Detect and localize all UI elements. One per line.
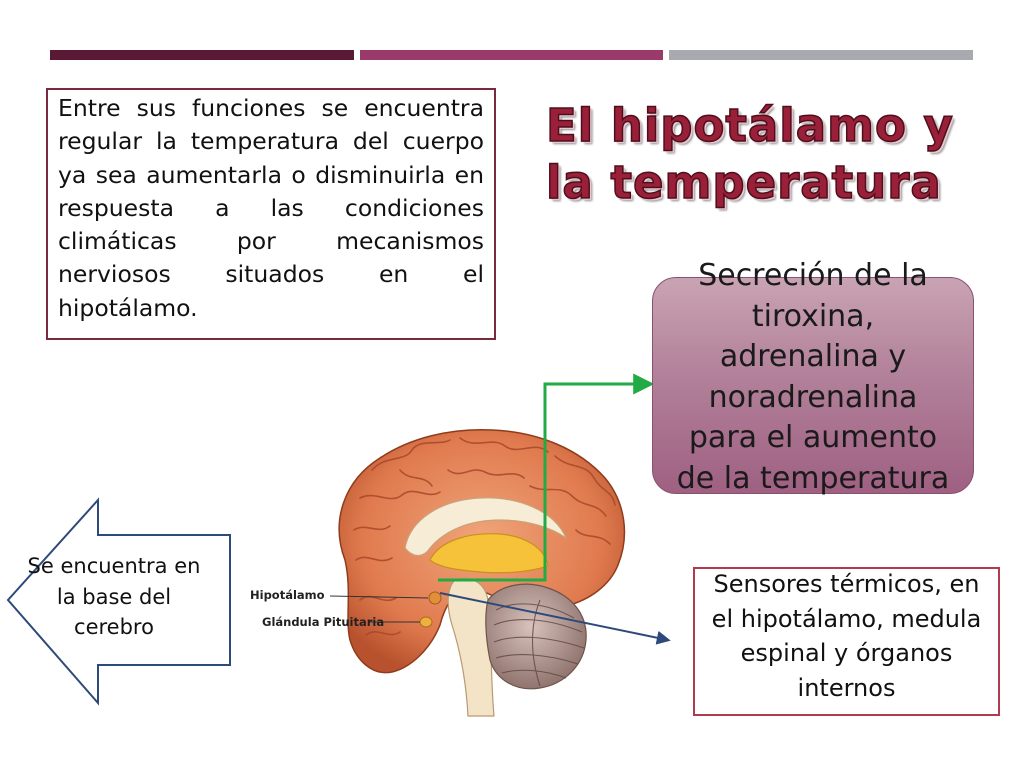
secretion-line: Secreción de la (698, 258, 928, 293)
arrow-line: cerebro (74, 615, 154, 639)
brain-illustration (339, 430, 624, 716)
description-text: Entre sus funciones se encuentra regular la temperatura del cuerpo ya sea aumentarla o disminuirla en respuesta a las condiciones climáticas por mecanismos nerviosos situados en el hipotálamo. (58, 94, 484, 322)
title-line-1: El hipotálamo y (546, 99, 954, 152)
sensor-line: Sensores térmicos, en (713, 570, 980, 598)
pituitary-label: Glándula Pituitaria (262, 615, 385, 629)
pituitary-gland (420, 617, 432, 627)
arrow-line: Se encuentra en (27, 554, 201, 578)
secretion-line: adrenalina y (719, 339, 907, 374)
title-line-2: la temperatura (546, 156, 942, 209)
arrow-line: la base del (56, 584, 172, 609)
sensor-line: el hipotálamo, medula (711, 604, 982, 633)
secretion-line: para el aumento (688, 420, 938, 455)
secretion-line: de la temperatura (676, 460, 950, 496)
hypothalamus-marker (429, 592, 441, 604)
hypothalamus-label: Hipotálamo (250, 588, 325, 602)
location-arrow-text (14, 551, 214, 643)
secretion-line: tiroxina, (751, 298, 875, 334)
sensor-line: espinal y órganos (740, 639, 953, 667)
sensor-line: internos (797, 673, 896, 702)
sensor-text (693, 567, 1000, 705)
secretion-line: noradrenalina (708, 379, 918, 415)
secretion-text (652, 256, 974, 499)
